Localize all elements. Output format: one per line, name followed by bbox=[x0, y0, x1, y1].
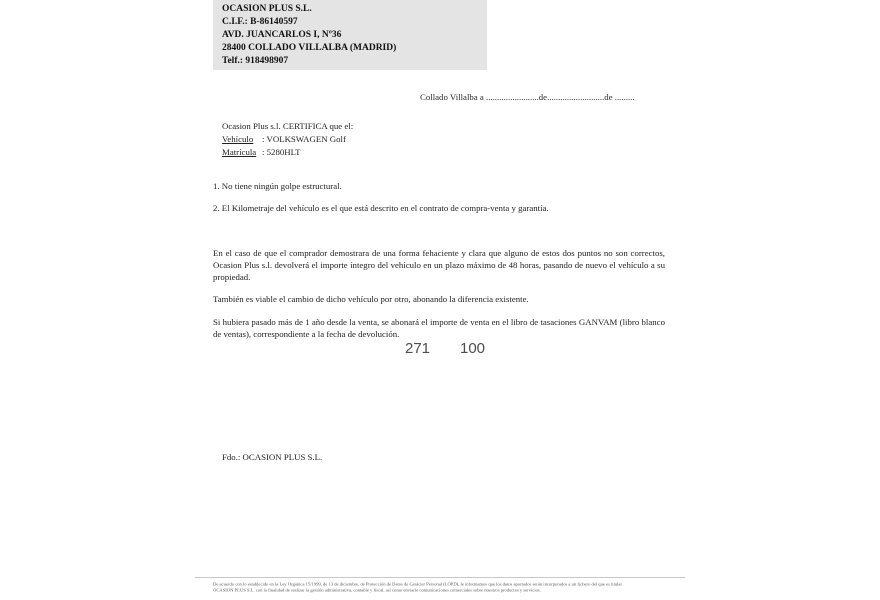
company-cif: C.I.F.: B-86140597 bbox=[222, 17, 298, 27]
plate-label: Matrícula bbox=[222, 147, 257, 157]
legal-fine-print bbox=[213, 581, 683, 593]
legal-line-2: OCASION PLUS S.L. con la finalidad de realizar la gestión administrativa, contable y fiscal, así como enviarle comunicaciones comerciales sobre nuestros productos y servicios. bbox=[213, 587, 541, 593]
certified-point-2: 2. El Kilometraje del vehículo es el que está descrito en el contrato de compra-venta y garantía. bbox=[213, 203, 549, 213]
ganvam-paragraph: Si hubiera pasado más de 1 año desde la venta, se abonará el importe de venta en el libro de tasaciones GANVAM (libro blanco de ventas), correspondiente a la fecha de devolución. bbox=[213, 317, 665, 339]
certify-section bbox=[222, 120, 353, 159]
legal-line-1: De acuerdo con lo establecido en la Ley Orgánica 15/1999, de 13 de diciembre, de Protección de Datos de Carácter Personal (LOPD), le informamos que los datos aportados serán incorporados a un fichero del que es titular bbox=[213, 581, 623, 587]
footer-divider bbox=[195, 577, 685, 578]
certified-point-1: 1. No tiene ningún golpe estructural. bbox=[213, 181, 342, 191]
plate-row bbox=[222, 146, 353, 159]
date-line: Collado Villalba a ........................de..........................de ......... bbox=[420, 92, 635, 102]
certify-intro: Ocasion Plus s.l. CERTIFICA que el: bbox=[222, 121, 354, 131]
refund-paragraph: En el caso de que el comprador demostrara de una forma fehaciente y clara que alguno de estos dos puntos no son correctos, Ocasion Plus s.l. devolverá el importe íntegro del vehículo en un plazo máximo de 48 horas, pasando de nuevo el vehículo a su propiedad. bbox=[213, 248, 665, 282]
company-phone: Telf.: 918498907 bbox=[222, 56, 289, 66]
vehicle-row bbox=[222, 133, 353, 146]
company-name: OCASION PLUS S.L. bbox=[222, 4, 312, 14]
company-city: 28400 COLLADO VILLALBA (MADRID) bbox=[222, 43, 397, 53]
vehicle-label: Vehículo bbox=[222, 134, 254, 144]
exchange-paragraph: También es viable el cambio de dicho vehículo por otro, abonando la diferencia existente. bbox=[213, 294, 529, 304]
overlay-annotation-number-left: 271 bbox=[405, 340, 431, 357]
vehicle-value: : VOLKSWAGEN Golf bbox=[262, 134, 346, 144]
overlay-annotation-number-right: 100 bbox=[460, 340, 486, 357]
company-address: AVD. JUANCARLOS I, Nº36 bbox=[222, 30, 342, 40]
letterhead-block bbox=[213, 0, 487, 70]
signature-line: Fdo.: OCASION PLUS S.L. bbox=[222, 452, 323, 462]
plate-value: : 5280HLT bbox=[262, 147, 301, 157]
